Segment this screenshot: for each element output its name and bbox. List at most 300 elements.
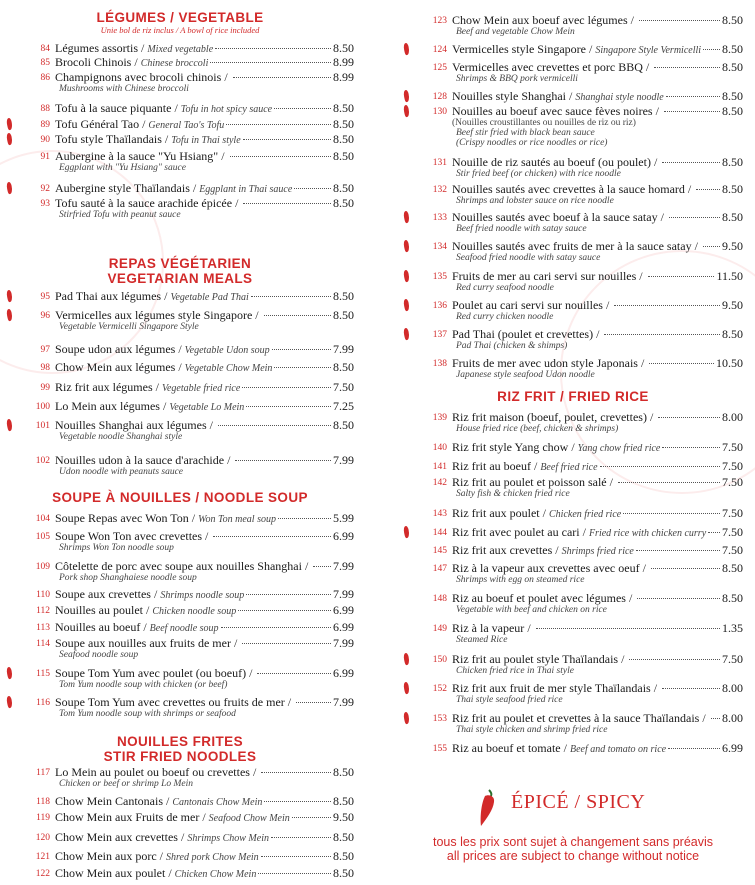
- item-name: Chow Mein Cantonais: [55, 794, 163, 808]
- item-price: 7.50: [333, 380, 354, 394]
- item-price: 7.25: [333, 399, 354, 413]
- menu-item: 137 Pad Thai (poulet et crevettes) / 8.50 Pad Thai (chicken & shimps): [397, 328, 749, 351]
- item-description-en: Beef stir fried with black bean sauce: [456, 128, 595, 138]
- item-price: 7.99: [333, 453, 354, 467]
- menu-item: 143 Riz frit aux poulet / Chicken fried rice 7.50: [432, 506, 743, 520]
- item-description-en: Beef and vegetable Chow Mein: [456, 27, 575, 37]
- item-price: 8.50: [333, 181, 354, 195]
- menu-item: 147 Riz à la vapeur aux crevettes avec oeuf / 8.50 Shrimps with egg on steamed rice: [397, 562, 749, 585]
- item-price: 7.50: [722, 652, 743, 666]
- menu-item: 118 Chow Mein Cantonais / Cantonais Chow Mein 8.50: [36, 794, 354, 808]
- item-name-en: Singapore Style Vermicelli: [595, 45, 702, 56]
- item-price: 8.00: [722, 681, 743, 695]
- item-name: Chow Mein aux poulet: [55, 866, 166, 880]
- item-number: 136: [432, 301, 447, 311]
- menu-item: 117 Lo Mein au poulet ou boeuf ou crevettes / 8.50 Chicken or beef or shrimp Lo Mein: [0, 766, 360, 789]
- item-price: 8.00: [722, 711, 743, 725]
- menu-item: 140 Riz frit style Yang chow / Yang chow fried rice 7.50: [432, 440, 743, 454]
- menu-item: 104 Soupe Repas avec Won Ton / Won Ton meal soup 5.99: [35, 511, 354, 525]
- menu-item: 155 Riz au boeuf et tomate / Beef and tomato on rice 6.99: [432, 741, 743, 755]
- item-name: Nouilles style Shanghai: [452, 89, 566, 103]
- chili-pepper-icon: [403, 43, 410, 56]
- menu-item: 119 Chow Mein aux Fruits de mer / Seafood Chow Mein 9.50: [36, 810, 354, 824]
- item-name-en: Beef fried rice: [540, 462, 598, 473]
- item-description-en: House fried rice (beef, chicken & shrimps): [456, 424, 619, 434]
- item-name: Nouilles udon à la sauce d'arachide: [55, 453, 225, 467]
- item-name-en: Chinese broccoli: [140, 58, 209, 69]
- menu-item: 85 Brocoli Chinois / Chinese broccoli 8.99: [40, 55, 354, 69]
- item-price: 8.50: [333, 196, 354, 210]
- section-header: [0, 10, 360, 35]
- item-number: 90: [40, 135, 50, 145]
- item-price: 8.50: [333, 849, 354, 863]
- item-name: Légumes assortis: [55, 41, 138, 55]
- item-price: 7.99: [333, 695, 354, 709]
- item-number: 145: [432, 546, 447, 556]
- item-price: 8.50: [722, 104, 743, 118]
- item-price: 7.50: [722, 506, 743, 520]
- menu-item: 102 Nouilles udon à la sauce d'arachide / 7.99 Udon noodle with peanuts sauce: [0, 454, 360, 477]
- item-number: 155: [432, 744, 447, 754]
- item-price: 8.50: [333, 866, 354, 880]
- menu-item: 135 Fruits de mer au cari servi sur nouilles / 11.50 Red curry seafood noodle: [397, 270, 749, 293]
- item-name-en: Beef noodle soup: [149, 623, 219, 634]
- item-description-en: Thai style seafood fried rice: [456, 695, 563, 705]
- item-price: 8.50: [722, 42, 743, 56]
- item-price: 8.50: [722, 182, 743, 196]
- price-notice-fr: tous les prix sont sujet à changement sans préavis: [432, 835, 713, 849]
- item-number: 124: [432, 45, 447, 55]
- item-price: 10.50: [716, 356, 743, 370]
- item-number: 140: [432, 443, 447, 453]
- item-number: 153: [432, 714, 447, 724]
- item-number: 121: [35, 852, 50, 862]
- menu-item: 120 Chow Mein aux crevettes / Shrimps Chow Mein 8.50: [35, 830, 354, 844]
- item-name-en: Tofu in Thai style: [171, 135, 241, 146]
- item-number: 117: [36, 768, 50, 778]
- section-title: REPAS VÉGÉTARIEN: [108, 256, 252, 271]
- section-header: [0, 256, 360, 286]
- item-description-en: Tom Yum noodle soup with chicken (or beef): [59, 680, 228, 690]
- item-name: Tofu style Thaïlandais: [55, 132, 162, 146]
- item-number: 92: [40, 184, 50, 194]
- item-name-en: Shrimps Chow Mein: [187, 833, 269, 844]
- item-price: 8.50: [722, 210, 743, 224]
- menu-item: 122 Chow Mein aux poulet / Chicken Chow Mein 8.50: [35, 866, 354, 880]
- item-price: 6.99: [722, 741, 743, 755]
- menu-item: 136 Poulet au cari servi sur nouilles / 9.50 Red curry chicken noodle: [397, 299, 749, 322]
- item-name: Soupe Tom Yum avec poulet (ou boeuf): [55, 666, 247, 680]
- item-name: Lo Mein aux légumes: [55, 399, 160, 413]
- item-number: 84: [40, 44, 50, 54]
- item-price: 8.50: [333, 41, 354, 55]
- item-name-en: Beef and tomato on rice: [569, 744, 667, 755]
- menu-item: 101 Nouilles Shanghai aux légumes / 8.50 Vegetable noodle Shanghai style: [0, 419, 360, 442]
- item-name: Riz frit maison (boeuf, poulet, crevettes): [452, 410, 647, 424]
- item-number: 100: [35, 402, 50, 412]
- item-description-en: Seafood noodle soup: [59, 650, 139, 660]
- menu-item: 125 Vermicelles avec crevettes et porc BBQ / 8.50 Shrimps & BBQ pork vermicelli: [397, 61, 749, 84]
- item-name-en: Shrimps fried rice: [561, 546, 634, 557]
- menu-item: 141 Riz frit au boeuf / Beef fried rice 7.50: [432, 459, 743, 473]
- item-name: Tofu sauté à la sauce arachide épicée: [55, 196, 233, 210]
- item-subtitle-fr: (Nouilles croustillantes ou nouilles de riz ou riz): [452, 118, 636, 128]
- item-number: 102: [35, 456, 50, 466]
- item-price: 7.99: [333, 559, 354, 573]
- menu-item: 133 Nouilles sautés avec boeuf à la sauce satay / 8.50 Beef fried noodle with satay sauce: [397, 211, 749, 234]
- chili-pepper-icon: [403, 328, 410, 341]
- item-name: Soupe Won Ton avec crevettes: [55, 529, 203, 543]
- chili-pepper-icon: [6, 696, 13, 709]
- item-name: Riz frit avec poulet au cari: [452, 525, 580, 539]
- item-name: Tofu Général Tao: [55, 117, 140, 131]
- chili-pepper-icon: [6, 309, 13, 322]
- menu-item: 97 Soupe udon aux légumes / Vegetable Udon soup 7.99: [40, 342, 354, 356]
- menu-item: 112 Nouilles au poulet / Chicken noodle soup 6.99: [36, 603, 354, 617]
- item-description-en: Shrimps & BBQ pork vermicelli: [456, 74, 578, 84]
- chili-pepper-icon: [403, 526, 410, 539]
- item-name: Chow Mein aux crevettes: [55, 830, 178, 844]
- item-name: Riz frit au boeuf: [452, 459, 531, 473]
- item-name: Aubergine à la sauce "Yu Hsiang": [55, 149, 219, 163]
- item-number: 104: [35, 514, 50, 524]
- item-price: 7.99: [333, 587, 354, 601]
- chili-pepper-icon: [403, 682, 410, 695]
- item-number: 109: [35, 562, 50, 572]
- item-price: 5.99: [333, 511, 354, 525]
- section-header: [0, 490, 360, 505]
- item-price: 8.50: [333, 289, 354, 303]
- chili-pepper-icon: [403, 270, 410, 283]
- item-number: 120: [35, 833, 50, 843]
- item-number: 96: [40, 311, 50, 321]
- item-price: 11.50: [716, 269, 743, 283]
- item-name-en: Shred pork Chow Mein: [166, 852, 259, 863]
- item-price: 8.00: [722, 410, 743, 424]
- item-name-en: General Tao's Tofu: [148, 120, 225, 131]
- item-price: 8.50: [333, 360, 354, 374]
- item-number: 133: [432, 213, 447, 223]
- item-name: Lo Mein au poulet ou boeuf ou crevettes: [55, 765, 250, 779]
- menu-item: 124 Vermicelles style Singapore / Singapore Style Vermicelli 8.50: [397, 43, 749, 56]
- item-name: Tofu à la sauce piquante: [55, 101, 172, 115]
- item-name: Riz frit aux fruit de mer style Thaïlandais: [452, 681, 651, 695]
- chili-pepper-icon: [403, 105, 410, 118]
- item-price: 6.99: [333, 529, 354, 543]
- item-name: Soupe aux nouilles aux fruits de mer: [55, 636, 231, 650]
- item-description-en: Eggplant with "Yu Hsiang" sauce: [59, 163, 186, 173]
- item-number: 134: [432, 242, 447, 252]
- item-price: 9.50: [722, 298, 743, 312]
- item-description-en: (Crispy noodles or rice noodles or rice): [456, 138, 608, 148]
- item-price: 7.50: [722, 440, 743, 454]
- item-price: 8.50: [333, 830, 354, 844]
- menu-item: 150 Riz frit au poulet style Thaïlandais / 7.50 Chicken fried rice in Thai style: [397, 653, 749, 676]
- item-description-en: Stirfried Tofu with peanut sauce: [59, 210, 181, 220]
- item-name: Riz frit au poulet et crevettes à la sauce Thaïlandais: [452, 711, 700, 725]
- item-name: Fruits de mer au cari servi sur nouilles: [452, 269, 637, 283]
- item-number: 141: [432, 462, 447, 472]
- item-name: Côtelette de porc avec soupe aux nouilles Shanghai: [55, 559, 302, 573]
- menu-item: 152 Riz frit aux fruit de mer style Thaïlandais / 8.00 Thai style seafood fried rice: [397, 682, 749, 705]
- menu-item: 90 Tofu style Thaïlandais / Tofu in Thai style 8.50: [0, 133, 360, 146]
- section-title: RIZ FRIT / FRIED RICE: [497, 389, 649, 404]
- item-name: Riz au boeuf et tomate: [452, 741, 561, 755]
- chili-pepper-icon: [403, 653, 410, 666]
- menu-item: 131 Nouille de riz sautés au boeuf (ou poulet) / 8.50 Stir fried beef (or chicken) with rice noodle: [397, 156, 749, 179]
- item-price: 8.50: [333, 794, 354, 808]
- item-description-en: Vegetable with beef and chicken on rice: [456, 605, 607, 615]
- item-price: 6.99: [333, 666, 354, 680]
- menu-item: 114 Soupe aux nouilles aux fruits de mer / 7.99 Seafood noodle soup: [0, 637, 360, 660]
- item-name: Chow Mein aux boeuf avec légumes: [452, 13, 628, 27]
- item-price: 8.50: [722, 591, 743, 605]
- item-price: 8.50: [333, 765, 354, 779]
- item-number: 152: [432, 684, 447, 694]
- item-description-en: Seafood fried noodle with satay sauce: [456, 253, 601, 263]
- item-number: 93: [40, 199, 50, 209]
- price-notice-en: all prices are subject to change without notice: [446, 849, 700, 863]
- item-number: 89: [40, 120, 50, 130]
- item-name-en: Vegetable Lo Mein: [169, 402, 245, 413]
- item-number: 118: [36, 797, 50, 807]
- chili-pepper-icon: [403, 240, 410, 253]
- menu-item: 116 Soupe Tom Yum avec crevettes ou fruits de mer / 7.99 Tom Yum noodle soup with shrimps or seafood: [0, 696, 360, 719]
- item-name: Riz frit aux légumes: [55, 380, 153, 394]
- section-title: NOUILLES FRITES: [116, 734, 243, 749]
- item-name: Riz à la vapeur aux crevettes avec oeuf: [452, 561, 640, 575]
- section-header: [0, 734, 360, 764]
- menu-item: 100 Lo Mein aux légumes / Vegetable Lo Mein 7.25: [35, 399, 354, 413]
- item-price: 8.99: [333, 55, 354, 69]
- item-number: 137: [432, 330, 447, 340]
- item-name-en: Mixed vegetable: [147, 44, 214, 55]
- item-price: 6.99: [333, 620, 354, 634]
- item-description-en: Tom Yum noodle soup with shrimps or seafood: [59, 709, 236, 719]
- menu-item: 113 Nouilles au boeuf / Beef noodle soup 6.99: [36, 620, 354, 634]
- item-price: 8.50: [722, 155, 743, 169]
- item-number: 130: [432, 107, 447, 117]
- item-description-en: Shrimps with egg on steamed rice: [456, 575, 585, 585]
- section-subtitle: Unie bol de riz inclus / A bowl of rice included: [100, 25, 260, 35]
- item-name: Soupe Repas avec Won Ton: [55, 511, 189, 525]
- item-description-en: Chicken or beef or shrimp Lo Mein: [59, 779, 194, 789]
- item-price: 8.50: [722, 13, 743, 27]
- menu-item: 123 Chow Mein aux boeuf avec légumes / 8.50 Beef and vegetable Chow Mein: [397, 14, 749, 37]
- item-number: 149: [432, 624, 447, 634]
- item-price: 8.50: [333, 132, 354, 146]
- chili-pepper-icon: [6, 133, 13, 146]
- item-price: 9.50: [333, 810, 354, 824]
- item-price: 6.99: [333, 603, 354, 617]
- menu-item: 84 Légumes assortis / Mixed vegetable 8.50: [40, 41, 354, 55]
- menu-item: 110 Soupe aux crevettes / Shrimps noodle soup 7.99: [36, 587, 354, 601]
- menu-item: 95 Pad Thai aux légumes / Vegetable Pad Thai 8.50: [0, 290, 360, 303]
- item-description-en: Shrimps and lobster sauce on rice noodle: [456, 196, 614, 206]
- item-price: 8.50: [722, 561, 743, 575]
- item-name: Brocoli Chinois: [55, 55, 132, 69]
- item-number: 135: [432, 272, 447, 282]
- menu-item: 91 Aubergine à la sauce "Yu Hsiang" / 8.50 Eggplant with "Yu Hsiang" sauce: [0, 150, 360, 173]
- item-name-en: Seafood Chow Mein: [208, 813, 290, 824]
- item-price: 8.50: [722, 89, 743, 103]
- item-number: 91: [40, 152, 50, 162]
- item-name: Soupe udon aux légumes: [55, 342, 176, 356]
- menu-item: 121 Chow Mein aux porc / Shred pork Chow Mein 8.50: [35, 849, 354, 863]
- item-name: Riz frit style Yang chow: [452, 440, 569, 454]
- item-number: 122: [35, 869, 50, 879]
- item-number: 148: [432, 594, 447, 604]
- item-name: Nouilles sautés avec crevettes à la sauce homard: [452, 182, 685, 196]
- item-price: 9.50: [722, 239, 743, 253]
- menu-item: 86 Champignons avec brocoli chinois / 8.99 Mushrooms with Chinese broccoli: [0, 71, 360, 94]
- item-number: 143: [432, 509, 447, 519]
- section-header: [397, 389, 749, 404]
- section-title: LÉGUMES / VEGETABLE: [96, 10, 264, 25]
- item-number: 147: [432, 564, 447, 574]
- chili-pepper-icon: [403, 299, 410, 312]
- item-name: Vermicelles aux légumes style Singapore: [55, 308, 253, 322]
- item-number: 144: [432, 528, 447, 538]
- item-name: Nouilles Shanghai aux légumes: [55, 418, 207, 432]
- item-price: 8.50: [722, 327, 743, 341]
- menu-item: 99 Riz frit aux légumes / Vegetable fried rice 7.50: [40, 380, 354, 394]
- menu-item: 153 Riz frit au poulet et crevettes à la sauce Thaïlandais / 8.00 Thai style chicken and shrimp fried rice: [397, 712, 749, 735]
- item-name: Nouilles sautés avec boeuf à la sauce satay: [452, 210, 658, 224]
- menu-item: 139 Riz frit maison (boeuf, poulet, crevettes) / 8.00 House fried rice (beef, chicken & shrimps): [397, 411, 749, 434]
- item-number: 114: [36, 639, 50, 649]
- item-price: 7.50: [722, 475, 743, 489]
- item-number: 86: [40, 73, 50, 83]
- item-name: Vermicelles style Singapore: [452, 42, 586, 56]
- item-name: Nouilles au poulet: [55, 603, 143, 617]
- item-number: 98: [40, 363, 50, 373]
- section-title: SOUPE À NOUILLES / NOODLE SOUP: [52, 490, 308, 505]
- spicy-legend-label: ÉPICÉ / SPICY: [511, 791, 646, 813]
- item-name: Nouilles au boeuf avec sauce fèves noires: [452, 104, 653, 118]
- item-description-en: Pad Thai (chicken & shimps): [456, 341, 568, 351]
- menu-item: 89 Tofu Général Tao / General Tao's Tofu 8.50: [0, 118, 360, 131]
- item-name: Chow Mein aux Fruits de mer: [55, 810, 200, 824]
- item-name: Riz au boeuf et poulet avec légumes: [452, 591, 626, 605]
- item-number: 85: [40, 58, 50, 68]
- menu-item: 132 Nouilles sautés avec crevettes à la sauce homard / 8.50 Shrimps and lobster sauce on rice noodle: [397, 183, 749, 206]
- item-name: Riz frit au poulet style Thaïlandais: [452, 652, 619, 666]
- section-title-en: STIR FRIED NOODLES: [103, 749, 257, 764]
- item-name-en: Yang chow fried rice: [577, 443, 661, 454]
- item-number: 150: [432, 655, 447, 665]
- item-number: 125: [432, 63, 447, 73]
- item-number: 142: [432, 478, 447, 488]
- section-title-en: VEGETARIAN MEALS: [107, 271, 253, 286]
- item-name: Soupe aux crevettes: [55, 587, 151, 601]
- item-price: 7.50: [722, 543, 743, 557]
- item-name: Riz à la vapeur: [452, 621, 525, 635]
- item-name-en: Shanghai style noodle: [575, 92, 664, 103]
- item-description-en: Vegetable noodle Shanghai style: [59, 432, 183, 442]
- item-number: 112: [36, 606, 50, 616]
- item-name-en: Shrimps noodle soup: [160, 590, 245, 601]
- menu-item: 96 Vermicelles aux légumes style Singapore / 8.50 Vegetable Vermicelli Singapore Style: [0, 309, 360, 332]
- item-name: Nouilles au boeuf: [55, 620, 141, 634]
- item-number: 123: [432, 16, 447, 26]
- chili-pepper-icon: [403, 712, 410, 725]
- item-description-en: Mushrooms with Chinese broccoli: [59, 84, 189, 94]
- item-name-en: Tofu in hot spicy sauce: [180, 104, 273, 115]
- item-name: Poulet au cari servi sur nouilles: [452, 298, 603, 312]
- item-name-en: Cantonais Chow Mein: [172, 797, 263, 808]
- item-name: Nouilles sautés avec fruits de mer à la sauce satay: [452, 239, 692, 253]
- item-name: Pad Thai aux légumes: [55, 289, 162, 303]
- item-number: 113: [36, 623, 50, 633]
- menu-item: 92 Aubergine style Thaïlandais / Eggplant in Thai sauce 8.50: [0, 182, 360, 195]
- item-description-en: Red curry chicken noodle: [456, 312, 554, 322]
- chili-pepper-icon: [6, 667, 13, 680]
- item-name: Riz frit aux crevettes: [452, 543, 553, 557]
- item-name-en: Fried rice with chicken curry: [588, 528, 707, 539]
- item-name: Riz frit aux poulet: [452, 506, 540, 520]
- item-name-en: Won Ton meal soup: [198, 514, 276, 525]
- item-name: Chow Mein aux légumes: [55, 360, 176, 374]
- item-number: 101: [35, 421, 50, 431]
- chili-pepper-icon: [6, 290, 13, 303]
- item-name-en: Chicken Chow Mein: [174, 869, 257, 880]
- item-number: 110: [36, 590, 50, 600]
- item-number: 97: [40, 345, 50, 355]
- menu-item: 138 Fruits de mer avec udon style Japonais / 10.50 Japanese style seafood Udon noodle: [397, 357, 749, 380]
- item-name-en: Vegetable fried rice: [161, 383, 241, 394]
- item-description-en: Vegetable Vermicelli Singapore Style: [59, 322, 199, 332]
- item-price: 8.99: [333, 70, 354, 84]
- item-number: 115: [36, 669, 50, 679]
- item-number: 105: [35, 532, 50, 542]
- item-description-en: Salty fish & chicken fried rice: [456, 489, 570, 499]
- chili-pepper-icon: [6, 419, 13, 432]
- item-name: Chow Mein aux porc: [55, 849, 157, 863]
- item-number: 116: [36, 698, 50, 708]
- menu-item: 98 Chow Mein aux légumes / Vegetable Chow Mein 8.50: [40, 360, 354, 374]
- item-description-en: Udon noodle with peanuts sauce: [59, 467, 184, 477]
- item-description-en: Red curry seafood noodle: [456, 283, 554, 293]
- item-name: Vermicelles avec crevettes et porc BBQ: [452, 60, 643, 74]
- item-description-en: Chicken fried rice in Thai style: [456, 666, 574, 676]
- item-description-en: Pork shop Shanghaiese noodle soup: [59, 573, 197, 583]
- menu-item: 88 Tofu à la sauce piquante / Tofu in hot spicy sauce 8.50: [40, 101, 354, 115]
- chili-pepper-icon: [403, 211, 410, 224]
- menu-item: 109 Côtelette de porc avec soupe aux nouilles Shanghai / 7.99 Pork shop Shanghaiese noodle soup: [0, 560, 360, 583]
- item-price: 7.50: [722, 525, 743, 539]
- item-description-en: Steamed Rice: [456, 635, 508, 645]
- menu-item: 130 Nouilles au boeuf avec sauce fèves noires / 8.50 (Nouilles croustillantes ou nouilles de riz ou riz) Beef stir fried with black bean sauce (Crispy noodles or rice noodles or rice): [397, 105, 749, 148]
- item-price: 8.50: [333, 308, 354, 322]
- item-name-en: Chicken noodle soup: [152, 606, 237, 617]
- menu-item: 134 Nouilles sautés avec fruits de mer à la sauce satay / 9.50 Seafood fried noodle with satay sauce: [397, 240, 749, 263]
- item-price: 1.35: [722, 621, 743, 635]
- item-number: 88: [40, 104, 50, 114]
- menu-item: 145 Riz frit aux crevettes / Shrimps fried rice 7.50: [432, 543, 743, 557]
- item-description-en: Thai style chicken and shrimp fried rice: [456, 725, 608, 735]
- item-name-en: Vegetable Chow Mein: [184, 363, 273, 374]
- item-number: 139: [432, 413, 447, 423]
- chili-pepper-icon: [6, 118, 13, 131]
- item-price: 7.99: [333, 636, 354, 650]
- menu-item: 144 Riz frit avec poulet au cari / Fried rice with chicken curry 7.50: [397, 526, 749, 539]
- item-name-en: Vegetable Pad Thai: [170, 292, 249, 303]
- menu-item: 142 Riz frit au poulet et poisson salé / 7.50 Salty fish & chicken fried rice: [397, 476, 749, 499]
- menu-item: 148 Riz au boeuf et poulet avec légumes / 8.50 Vegetable with beef and chicken on rice: [397, 592, 749, 615]
- item-description-en: Beef fried noodle with satay sauce: [456, 224, 587, 234]
- item-description-en: Japanese style seafood Udon noodle: [456, 370, 595, 380]
